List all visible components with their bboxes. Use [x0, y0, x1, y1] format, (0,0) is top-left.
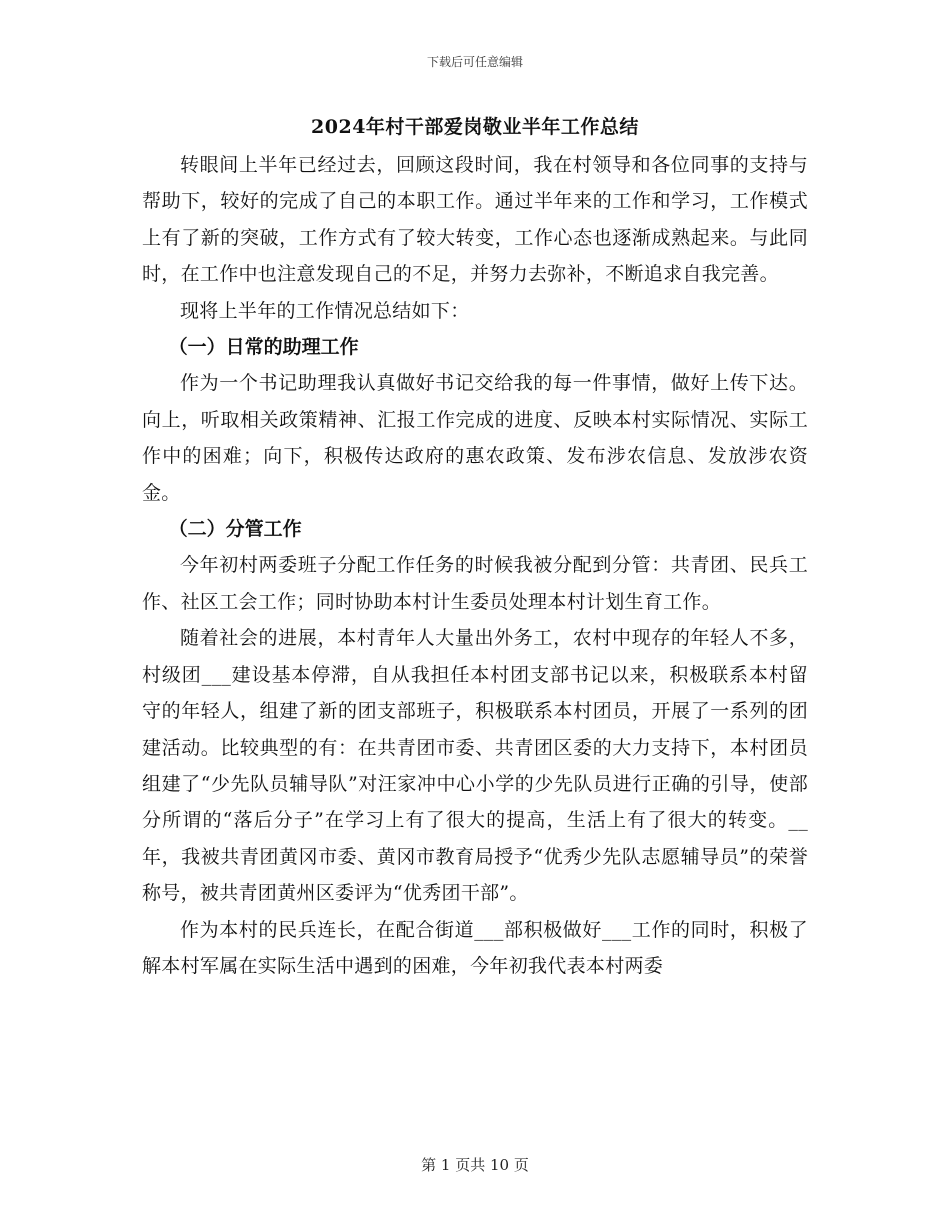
document-blocks [142, 147, 808, 984]
page-header-note: 下载后可任意编辑 [426, 55, 523, 69]
page-number-footer: 第 1 页共 10 页 [421, 1156, 529, 1174]
paragraph-intro: 转眼间上半年已经过去，回顾这段时间，我在村领导和各位同事的支持与帮助下，较好的完成了自己的本职工作。通过半年来的工作和学习，工作模式上有了新的突破，工作方式有了较大转变，工作心态也逐渐成熟起来。与此同时，在工作中也注意发现自己的不足，并努力去弥补，不断追求自我完善。 [142, 154, 808, 286]
paragraph-summary-lead: 现将上半年的工作情况总结如下： [180, 299, 470, 322]
section-heading-daily-work: （一）日常的助理工作 [168, 336, 359, 359]
paragraph-managed-work: 今年初村两委班子分配工作任务的时候我被分配到分管：共青团、民兵工作、社区工会工作；同时协助本村计生委员处理本村计划生育工作。 [142, 554, 808, 613]
document-title: 2024年村干部爱岗敬业半年工作总结 [311, 116, 639, 138]
paragraph-youth-league: 随着社会的进展，本村青年人大量出外务工，农村中现存的年轻人不多，村级团___建设基本停滞，自从我担任本村团支部书记以来，积极联系本村留守的年轻人，组建了新的团支部班子，积极联系本村团员，开展了一系列的团建活动。比较典型的有：在共青团市委、共青团区委的大力支持下，本村团员组建了“少先队员辅导队”对汪家冲中心小学的少先队员进行正确的引导，使部分所谓的“落后分子”在学习上有了很大的提高，生活上有了很大的转变。__年，我被共青团黄冈市委、黄冈市教育局授予“优秀少先队志愿辅导员”的荣誉称号，被共青团黄州区委评为“优秀团干部”。 [142, 627, 808, 905]
section-heading-managed-work: （二）分管工作 [168, 518, 302, 541]
document-body [142, 112, 808, 984]
paragraph-militia: 作为本村的民兵连长，在配合街道___部积极做好___工作的同时，积极了解本村军属在实际生活中遇到的困难，今年初我代表本村两委 [142, 918, 808, 977]
paragraph-daily-work: 作为一个书记助理我认真做好书记交给我的每一件事情，做好上传下达。向上，听取相关政策精神、汇报工作完成的进度、反映本村实际情况、实际工作中的困难；向下，积极传达政府的惠农政策、发布涉农信息、发放涉农资金。 [142, 372, 808, 504]
